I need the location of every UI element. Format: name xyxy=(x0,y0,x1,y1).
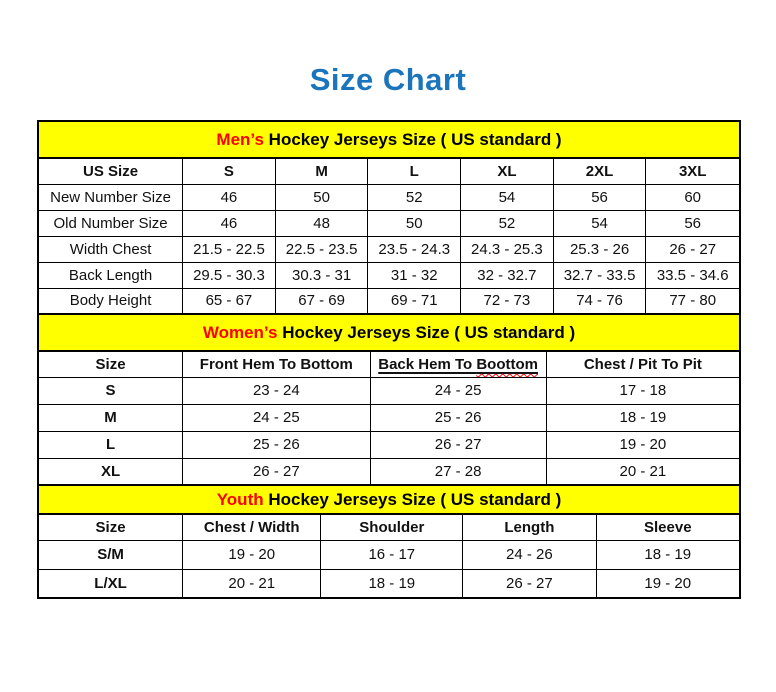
size-cell: 69 - 71 xyxy=(368,288,461,314)
section-heading-highlight: Women’s xyxy=(202,322,278,342)
size-cell: 19 - 20 xyxy=(596,569,740,598)
section-band-mens xyxy=(38,121,740,158)
column-header-row xyxy=(38,514,740,540)
column-header: Size xyxy=(38,351,183,377)
size-cell: 25 - 26 xyxy=(183,431,370,458)
column-header: Sleeve xyxy=(596,514,740,540)
size-cell: 17 - 18 xyxy=(546,377,740,404)
size-cell: 52 xyxy=(368,184,461,210)
section-heading-highlight: Men’s xyxy=(216,129,264,149)
size-cell: 26 - 27 xyxy=(646,236,740,262)
size-cell: 23 - 24 xyxy=(183,377,370,404)
size-cell: 30.3 - 31 xyxy=(275,262,368,288)
table-row xyxy=(38,210,740,236)
size-cell: 32 - 32.7 xyxy=(461,262,554,288)
column-header: XL xyxy=(461,158,554,184)
size-cell: 50 xyxy=(368,210,461,236)
size-cell: 27 - 28 xyxy=(370,458,546,485)
row-label: L xyxy=(38,431,183,458)
table-row xyxy=(38,404,740,431)
size-cell: 16 - 17 xyxy=(321,540,463,569)
row-label: Body Height xyxy=(38,288,183,314)
column-header: Chest / Pit To Pit xyxy=(546,351,740,377)
size-cell: 23.5 - 24.3 xyxy=(368,236,461,262)
size-table-mens xyxy=(37,120,741,315)
size-cell: 33.5 - 34.6 xyxy=(646,262,740,288)
row-label: L/XL xyxy=(38,569,183,598)
section-heading-highlight: Youth xyxy=(216,489,264,509)
section-heading-text: Hockey Jerseys Size ( US standard ) xyxy=(277,322,576,342)
table-row xyxy=(38,288,740,314)
size-cell: 25.3 - 26 xyxy=(553,236,646,262)
section-heading-text: Hockey Jerseys Size ( US standard ) xyxy=(263,129,562,149)
spellcheck-squiggle-word: Boottom xyxy=(476,355,538,373)
column-header-row xyxy=(38,351,740,377)
size-cell: 48 xyxy=(275,210,368,236)
size-cell: 56 xyxy=(553,184,646,210)
size-cell: 31 - 32 xyxy=(368,262,461,288)
size-cell: 18 - 19 xyxy=(321,569,463,598)
size-cell: 24 - 26 xyxy=(463,540,596,569)
size-cell: 65 - 67 xyxy=(183,288,276,314)
row-label: Width Chest xyxy=(38,236,183,262)
size-cell: 54 xyxy=(553,210,646,236)
size-cell: 19 - 20 xyxy=(546,431,740,458)
table-row xyxy=(38,184,740,210)
table-row xyxy=(38,569,740,598)
column-header: 2XL xyxy=(553,158,646,184)
size-cell: 52 xyxy=(461,210,554,236)
size-cell: 24.3 - 25.3 xyxy=(461,236,554,262)
size-cell: 18 - 19 xyxy=(546,404,740,431)
size-cell: 18 - 19 xyxy=(596,540,740,569)
size-cell: 20 - 21 xyxy=(546,458,740,485)
size-cell: 56 xyxy=(646,210,740,236)
size-cell: 26 - 27 xyxy=(463,569,596,598)
size-cell: 67 - 69 xyxy=(275,288,368,314)
section-heading-youth xyxy=(38,485,740,514)
size-cell: 72 - 73 xyxy=(461,288,554,314)
size-chart-tables xyxy=(37,120,741,599)
column-header: US Size xyxy=(38,158,183,184)
table-row xyxy=(38,458,740,485)
size-cell: 19 - 20 xyxy=(183,540,321,569)
column-header: 3XL xyxy=(646,158,740,184)
table-row xyxy=(38,236,740,262)
section-heading-womens xyxy=(38,314,740,351)
table-row xyxy=(38,262,740,288)
size-cell: 77 - 80 xyxy=(646,288,740,314)
section-band-youth xyxy=(38,485,740,514)
size-cell: 50 xyxy=(275,184,368,210)
size-cell: 26 - 27 xyxy=(370,431,546,458)
column-header: S xyxy=(183,158,276,184)
size-cell: 20 - 21 xyxy=(183,569,321,598)
table-row xyxy=(38,377,740,404)
table-row xyxy=(38,431,740,458)
column-header xyxy=(370,351,546,377)
size-cell: 74 - 76 xyxy=(553,288,646,314)
size-table-womens xyxy=(37,313,741,486)
column-header: M xyxy=(275,158,368,184)
size-table-youth xyxy=(37,484,741,599)
column-header: Chest / Width xyxy=(183,514,321,540)
column-header-row xyxy=(38,158,740,184)
column-header: Shoulder xyxy=(321,514,463,540)
underlined-header-text: Back Hem To Boottom xyxy=(378,355,538,373)
size-cell: 54 xyxy=(461,184,554,210)
row-label: M xyxy=(38,404,183,431)
row-label: S xyxy=(38,377,183,404)
row-label: XL xyxy=(38,458,183,485)
column-header: Size xyxy=(38,514,183,540)
size-cell: 60 xyxy=(646,184,740,210)
row-label: Old Number Size xyxy=(38,210,183,236)
size-cell: 24 - 25 xyxy=(370,377,546,404)
row-label: S/M xyxy=(38,540,183,569)
section-heading-mens xyxy=(38,121,740,158)
row-label: New Number Size xyxy=(38,184,183,210)
column-header: Front Hem To Bottom xyxy=(183,351,370,377)
table-row xyxy=(38,540,740,569)
column-header: L xyxy=(368,158,461,184)
size-cell: 46 xyxy=(183,210,276,236)
size-cell: 26 - 27 xyxy=(183,458,370,485)
size-cell: 46 xyxy=(183,184,276,210)
row-label: Back Length xyxy=(38,262,183,288)
size-cell: 21.5 - 22.5 xyxy=(183,236,276,262)
size-cell: 22.5 - 23.5 xyxy=(275,236,368,262)
section-band-womens xyxy=(38,314,740,351)
size-cell: 32.7 - 33.5 xyxy=(553,262,646,288)
section-heading-text: Hockey Jerseys Size ( US standard ) xyxy=(263,489,562,509)
column-header: Length xyxy=(463,514,596,540)
size-cell: 24 - 25 xyxy=(183,404,370,431)
size-cell: 25 - 26 xyxy=(370,404,546,431)
size-cell: 29.5 - 30.3 xyxy=(183,262,276,288)
page-title: Size Chart xyxy=(309,62,467,97)
